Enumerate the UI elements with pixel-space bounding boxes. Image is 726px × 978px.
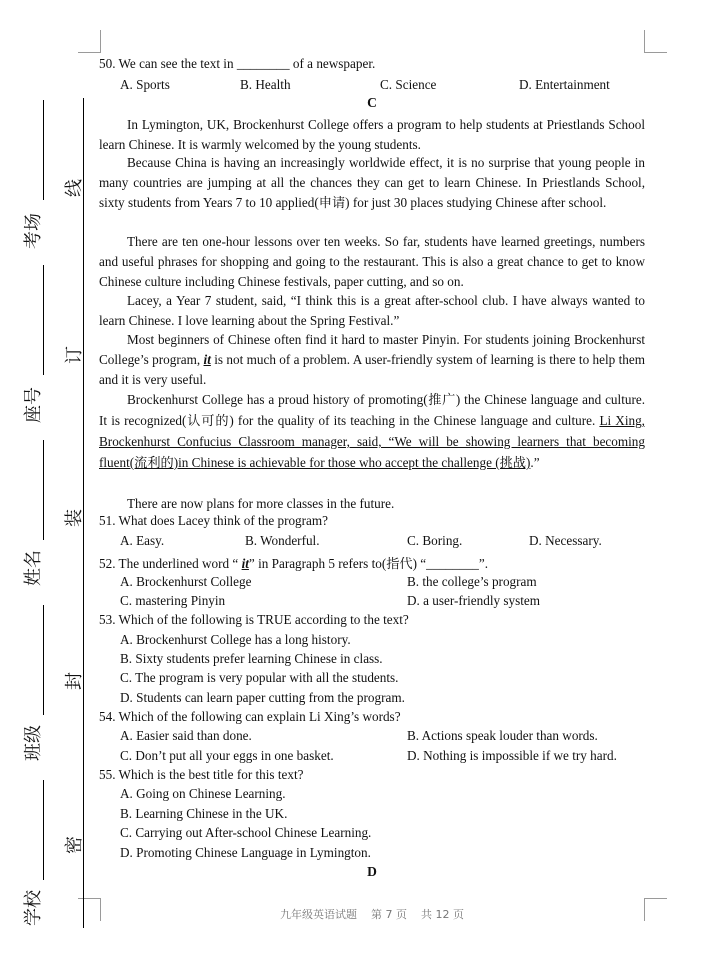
question-54-option-d: D. Nothing is impossible if we try hard. — [407, 748, 617, 763]
binding-char-secret: 密 — [64, 836, 85, 854]
question-51-option-b: B. Wonderful. — [245, 533, 320, 548]
question-54-option-b: B. Actions speak louder than words. — [407, 728, 598, 743]
question-52-option-b: B. the college’s program — [407, 574, 537, 589]
question-50-stem: 50. We can see the text in ________ of a newspaper. — [99, 56, 376, 71]
page-footer: 九年级英语试题 第 7 页 共 12 页 — [280, 908, 464, 921]
question-55-stem: 55. Which is the best title for this text? — [99, 767, 304, 782]
question-50-option-d: D. Entertainment — [519, 77, 610, 92]
binding-char-line: 线 — [64, 179, 85, 197]
underlined-word-it: it — [203, 351, 211, 367]
question-52-option-a: A. Brockenhurst College — [120, 574, 252, 589]
question-55-option-d: D. Promoting Chinese Language in Lymington. — [120, 845, 371, 860]
binding-label-class: 班级 — [23, 725, 44, 761]
binding-blank — [43, 100, 44, 200]
passage-paragraph-2: Because China is having an increasingly worldwide effect, it is no surprise that young people in many countries are jumping at all the chances they can get to learn Chinese. In Priestlands School, sixty students from Years 7 to 10 applied(申请) for just 30 places studying Chinese after school. — [99, 155, 645, 210]
binding-char-order: 订 — [64, 346, 85, 364]
question-50-option-b: B. Health — [240, 77, 291, 92]
question-53-option-b: B. Sixty students prefer learning Chinese in class. — [120, 651, 383, 666]
question-53-option-c: C. The program is very popular with all the students. — [120, 670, 399, 685]
question-51-stem: 51. What does Lacey think of the program? — [99, 513, 328, 528]
passage-paragraph-1: In Lymington, UK, Brockenhurst College offers a program to help students at Priestlands School learn Chinese. It is warmly welcomed by the young students. — [99, 117, 645, 152]
question-55-option-a: A. Going on Chinese Learning. — [120, 786, 286, 801]
passage-paragraph-7: There are now plans for more classes in the future. — [127, 496, 395, 511]
passage-paragraph-4: Lacey, a Year 7 student, said, “I think this is a great after-school club. I have always wanted to learn Chinese. I love learning about the Spring Festival.” — [99, 293, 645, 328]
paragraph-5-text-b: is not much of a problem. A user-friendly system of learning is there to help them and it is very useful. — [99, 351, 645, 387]
passage-paragraph-6 — [99, 389, 645, 473]
binding-label-seat: 座号 — [23, 387, 44, 423]
paragraph-5-text-a: Most beginners of Chinese often find it hard to master Pinyin. For students joining Brockenhurst College’s program, — [99, 332, 645, 367]
binding-blank — [43, 265, 44, 375]
question-55-option-b: B. Learning Chinese in the UK. — [120, 806, 288, 821]
passage-paragraph-5 — [99, 330, 645, 389]
section-heading-c: C — [367, 95, 377, 110]
question-54-stem: 54. Which of the following can explain Li Xing’s words? — [99, 709, 401, 724]
underlined-quote: Li Xing, Brockenhurst Confucius Classroom manager, said, “We will be showing learners that becoming fluent(流利的)in Chinese is achievable for those who accept the challenge (挑战) — [99, 413, 645, 470]
question-50-option-a: A. Sports — [120, 77, 170, 92]
question-52-stem-b: ” in Paragraph 5 refers to(指代) “________”. — [248, 556, 489, 571]
question-53-option-a: A. Brockenhurst College has a long history. — [120, 632, 351, 647]
question-52-it: it — [241, 556, 249, 571]
question-55-option-c: C. Carrying out After-school Chinese Learning. — [120, 825, 372, 840]
question-52-stem-a: 52. The underlined word “ — [99, 556, 242, 571]
crop-mark-top-left — [78, 30, 101, 53]
question-52-stem — [99, 553, 488, 572]
binding-label-exam-room: 考场 — [23, 213, 44, 249]
question-54-option-c: C. Don’t put all your eggs in one basket. — [120, 748, 334, 763]
section-heading-d: D — [367, 864, 377, 879]
binding-label-school: 学校 — [23, 890, 44, 926]
question-53-option-d: D. Students can learn paper cutting from the program. — [120, 690, 405, 705]
passage-paragraph-3: There are ten one-hour lessons over ten weeks. So far, students have learned greetings, numbers and useful phrases for shopping and going to the restaurant. This is also a great chance to get to know Chinese culture including Chinese festivals, paper cutting, and so on. — [99, 234, 645, 289]
binding-blank — [43, 605, 44, 715]
crop-mark-bottom-right — [644, 898, 667, 921]
binding-char-bind: 装 — [64, 509, 85, 527]
question-51-option-a: A. Easy. — [120, 533, 165, 548]
question-52-option-c: C. mastering Pinyin — [120, 593, 226, 608]
binding-label-name: 姓名 — [23, 550, 44, 586]
binding-char-seal: 封 — [64, 672, 85, 690]
question-51-option-d: D. Necessary. — [529, 533, 602, 548]
paragraph-6-text: Brockenhurst College has a proud history of promoting(推广) the Chinese language and culture. It is recognized(认可的) for the quality of its teaching in the Chinese language and culture. — [99, 392, 645, 428]
question-51-option-c: C. Boring. — [407, 533, 463, 548]
paragraph-6-end: .” — [530, 455, 540, 470]
crop-mark-top-right — [644, 30, 667, 53]
binding-blank — [43, 780, 44, 880]
binding-blank — [43, 440, 44, 540]
question-54-option-a: A. Easier said than done. — [120, 728, 252, 743]
question-50-option-c: C. Science — [380, 77, 437, 92]
question-52-option-d: D. a user-friendly system — [407, 593, 541, 608]
crop-mark-bottom-left — [78, 898, 101, 921]
question-53-stem: 53. Which of the following is TRUE according to the text? — [99, 612, 409, 627]
